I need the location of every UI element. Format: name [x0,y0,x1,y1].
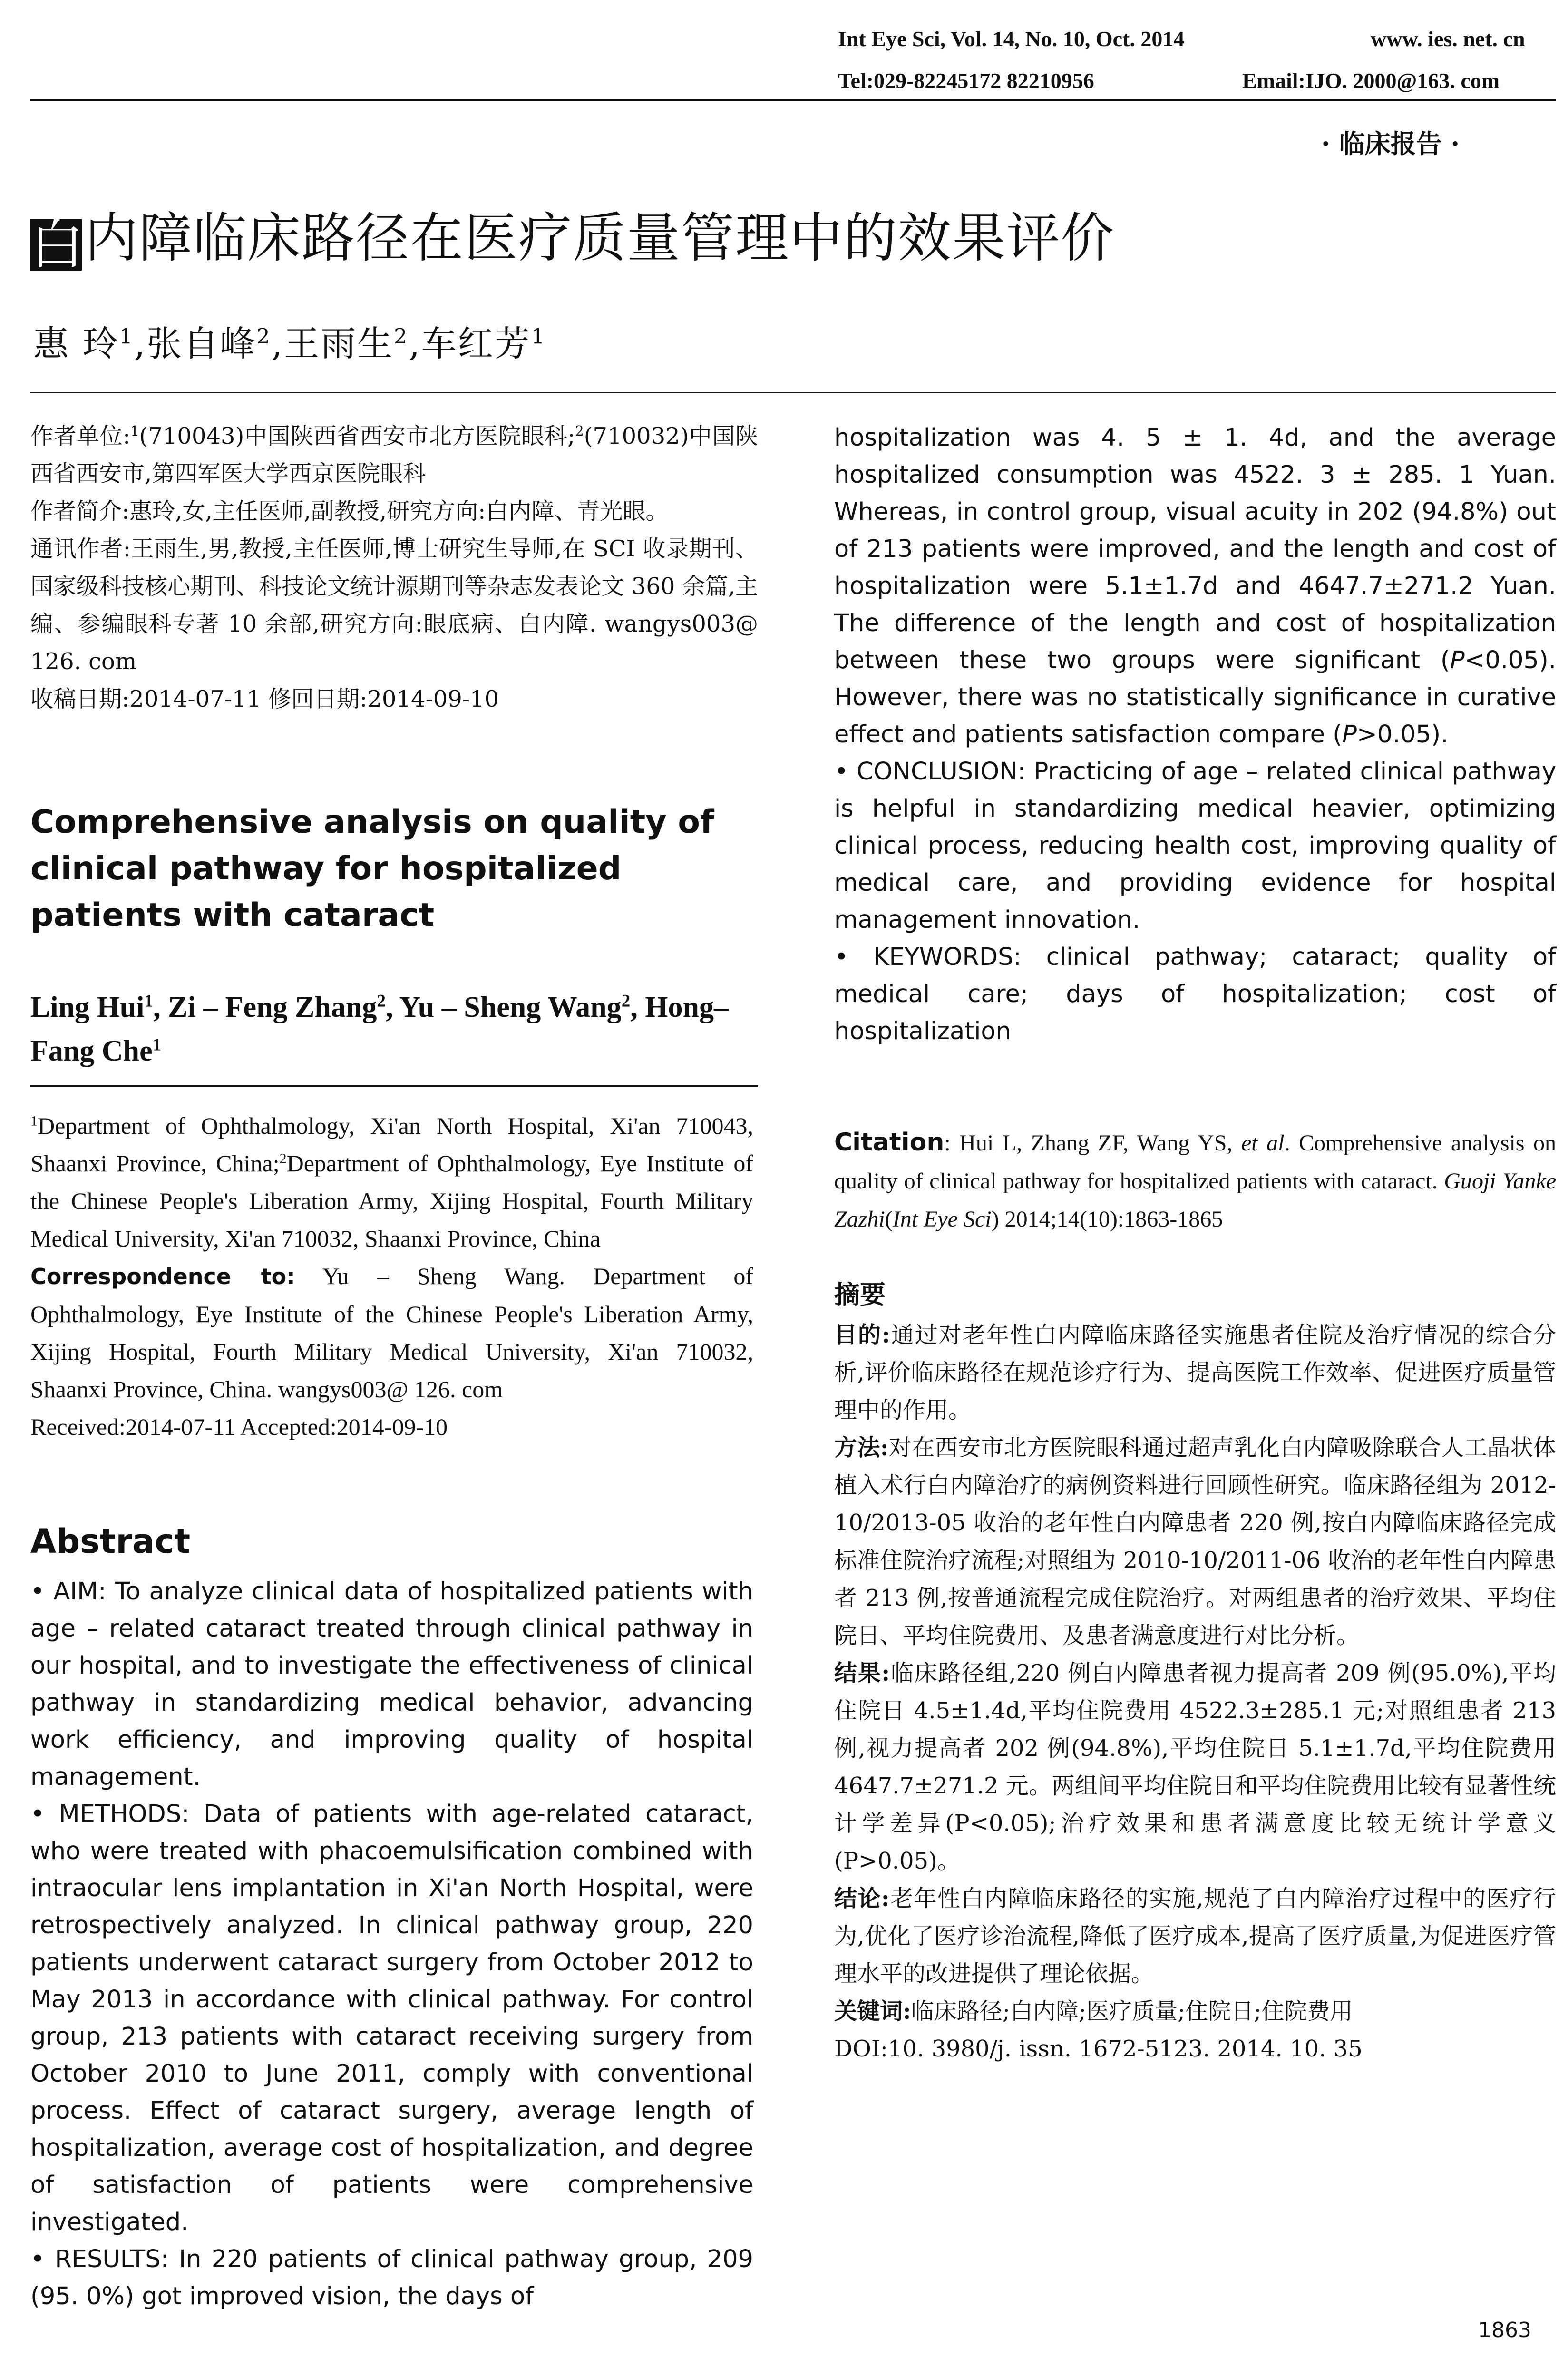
title-text: 内障临床路径在医疗质量管理中的效果评价 [85,207,1115,269]
citation: Citation: Hui L, Zhang ZF, Wang YS, et al. Comprehensive analysis on quality of clinical pathway for hospitalized patients with cataract. Guoji Yanke Zazhi(Int Eye Sci) 2014;14(10):1863-1865 [834,1128,1557,1232]
cn-abstract-conclusion: 结论:老年性白内障临床路径的实施,规范了白内障治疗过程中的医疗行为,优化了医疗诊治流程,降低了医疗成本,提高了医疗质量,为促进医疗管理水平的改进提供了理论依据。 [834,1885,1556,1987]
english-authors: Ling Hui$^1$, Zi – Feng Zhang$^2$, Yu – Sheng Wang$^2$, Hong–Fang Che$^1$ [30,991,729,1067]
journal-info: Int Eye Sci, Vol. 14, No. 10, Oct. 2014 [838,27,1185,51]
title-mark: 白 [30,214,85,276]
cn-author-info [30,418,758,718]
page-number: 1863 [1478,2318,1531,2342]
cn-abstract-results: 结果:临床路径组,220 例白内障患者视力提高者 209 例(95.0%),平均住院日 4.5±1.4d,平均住院费用 4522.3±285.1 元;对照组患者 213 例,视力提高者 202 例(94.8%),平均住院日 5.1±1.7d,平均住院费用 4647.7±271.2 元。两组间平均住院日和平均住院费用比较有显著性统计学差异(P<0.05);治疗效果和患者满意度比较无统计学意义(P>0.05)。 [834,1660,1556,1874]
author-cn-4: ,车红芳 [409,323,531,364]
cn-abstract-methods: 方法:对在西安市北方医院眼科通过超声乳化白内障吸除联合人工晶状体植入术行白内障治疗的病例资料进行回顾性研究。临床路径组为 2012-10/2013-05 收治的老年性白内障患者 220 例,按白内障临床路径完成标准住院治疗流程;对照组为 2010-10/2011-06 收治的老年性白内障患者 213 例,按普通流程完成住院治疗。对两组患者的治疗效果、平均住院日、平均住院费用、及患者满意度进行对比分析。 [834,1434,1556,1649]
author-cn-1: 惠 玲 [33,323,119,364]
author-bio: 作者简介:惠玲,女,主任医师,副教授,研究方向:白内障、青光眼。 [30,498,669,525]
affiliation: $^1$Department of Ophthalmology, Xi'an North Hospital, Xi'an 710043, Shaanxi Province, China;$^2$Department of Ophthalmology, Eye Institute of the Chinese People's Liberation Army, Xijing Hospital, Fourth Military Medical University, Xi'an 710032, Shaanxi Province, China Correspondence to: Yu – Sheng Wang. Department of Ophthalmology, Eye Institute of the Chinese People's Liberation Army, Xijing Hospital, Fourth Military Medical University, Xi'an 710032, Shaanxi Province, China. wangys003@ 126. com Received:2014-07-11 Accepted:2014-09-10 [30,1107,753,1446]
section-label: · 临床报告 · [1321,128,1460,159]
header-rule [30,99,1556,101]
received-accepted: Received:2014-07-11 Accepted:2014-09-10 [30,1413,448,1440]
abstract-methods: • METHODS: Data of patients with age-related cataract, who were treated with phacoemulsification combined with intraocular lens implantation in Xi'an North Hospital, were retrospectively analyzed. In clinical pathway group, 220 patients underwent cataract surgery from October 2012 to May 2013 in accordance with clinical pathway. For control group, 213 patients with cataract receiving surgery from October 2010 to June 2011, comply with conventional process. Effect of cataract surgery, average length of hospitalization, average cost of hospitalization, and degree of satisfaction of patients were comprehensive investigated. [30,1800,753,2236]
page-title [30,207,1115,276]
author-cn-1-sup: 1 [119,324,134,349]
dates-cn: 收稿日期:2014-07-11 修回日期:2014-09-10 [30,686,499,712]
author-cn-4-sup: 1 [531,324,546,349]
author-cn-3: ,王雨生 [271,323,394,364]
cn-keywords: 关键词:临床路径;白内障;医疗质量;住院日;住院费用 [834,1998,1353,2025]
affiliation-divider [30,1085,758,1087]
doi[interactable]: DOI:10. 3980/j. issn. 1672-5123. 2014. 10. 35 [834,2036,1363,2062]
journal-email[interactable]: Email:IJO. 2000@163. com [1242,68,1500,93]
abstract-right [834,419,1556,1050]
abstract-heading: Abstract [30,1522,191,1561]
english-title: Comprehensive analysis on quality of clinical pathway for hospitalized patients with cataract [30,803,714,934]
author-cn-2-sup: 2 [256,324,272,349]
abstract-keywords: • KEYWORDS: clinical pathway; cataract; quality of medical care; days of hospitalization; cost of hospitalization [834,943,1556,1045]
abstract-left [30,1573,753,2315]
cn-abstract-heading: 摘要 [834,1280,886,1310]
journal-website[interactable]: www. ies. net. cn [1371,27,1525,51]
author-divider [30,392,1556,393]
journal-tel: Tel:029-82245172 82210956 [838,68,1094,93]
authors-cn [33,316,546,366]
abstract-conclusion: • CONCLUSION: Practicing of age – related clinical pathway is helpful in standardizing medical heavier, optimizing clinical process, reducing health cost, improving quality of medical care, and providing evidence for hospital management innovation. [834,758,1556,934]
cn-abstract [834,1316,1556,2068]
author-unit: 作者单位:$^1$(710043)中国陕西省西安市北方医院眼科;$^2$(710032)中国陕西省西安市,第四军医大学西京医院眼科 [30,423,758,487]
abstract-aim: • AIM: To analyze clinical data of hospitalized patients with age – related cataract treated through clinical pathway in our hospital, and to investigate the effectiveness of clinical pathway in standardizing medical behavior, advancing work efficiency, and improving quality of hospital management. [30,1578,753,1791]
correspondence: Correspondence to: Yu – Sheng Wang. Department of Ophthalmology, Eye Institute of the Chinese People's Liberation Army, Xijing Hospital, Fourth Military Medical University, Xi'an 710032, Shaanxi Province, China. wangys003@ 126. com [30,1263,753,1403]
abstract-results-start: • RESULTS: In 220 patients of clinical pathway group, 209 (95. 0%) got improved vision, the days of [30,2245,753,2310]
author-cn-2: ,张自峰 [134,323,257,364]
abstract-results-cont: hospitalization was 4. 5 ± 1. 4d, and the average hospitalized consumption was 4522. 3 ± 285. 1 Yuan. Whereas, in control group, visual acuity in 202 (94.8%) out of 213 patients were improved, and the length and cost of hospitalization were 5.1±1.7d and 4647.7±271.2 Yuan. The difference of the length and cost of hospitalization between these two groups were significant (P<0.05). However, there was no statistically significance in curative effect and patients satisfaction compare (P>0.05). [834,424,1556,749]
cn-abstract-aim: 目的:通过对老年性白内障临床路径实施患者住院及治疗情况的综合分析,评价临床路径在规范诊疗行为、提高医院工作效率、促进医疗质量管理中的作用。 [834,1322,1556,1423]
author-cn-3-sup: 2 [394,324,409,349]
corresponding-author-cn: 通讯作者:王雨生,男,教授,主任医师,博士研究生导师,在 SCI 收录期刊、国家级科技核心期刊、科技论文统计源期刊等杂志发表论文 360 余篇,主编、参编眼科专著 10 余部,研究方向:眼底病、白内障. wangys003@ 126. com [30,536,758,675]
